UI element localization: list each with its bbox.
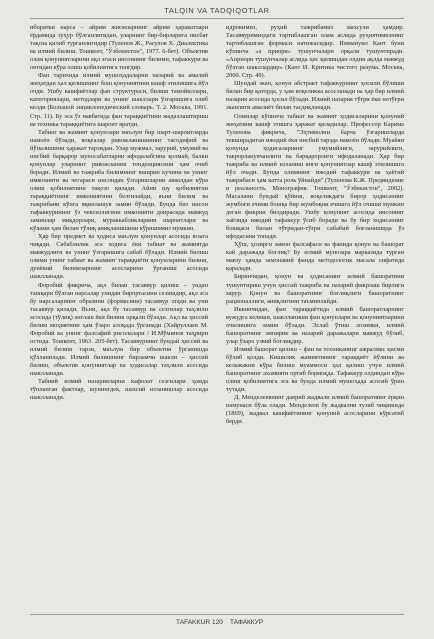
paragraph: иборатки нарса – айрим жисмларнинг айрим ҳаракатлари ёрдамида зуҳур бўлганлигидан, уларнинг бир-бирларига нисбат тақоза қилиб турганлигидир (Туленов Ж., Расулов Х. Диалектика ва илмий билиш. Тошкент, "Ўзбекистон", 1977. 6-бет). Объектив олам қонуниятларини ақл эгаси инсоннинг билими, тафаккури ва онгидан кўра олиш қобилиятига тенгдир. xyxy=(30,24,208,72)
paragraph: Табиий илмий назарияларни кафолат сезгилари ҳамда тўпланган фактлар, шунингдек, шахсий изланишлар асосида шаклланади. xyxy=(30,378,208,402)
paragraph: Илмий башорат қилиш – фан ва техниканинг ажралмас қисми бўлиб қолди. Кишилик жамиятининг тараққиёт йўлини ва келажакни кўра билиш муаммоси ҳал қилиш учун илмий башоратнинг ахамияти ортиб бормоқда. Тафаккур олдиндан кўра олиш қобилиятига эга ва бунда илмий мушоҳада асосий ўрин тутади. xyxy=(226,345,404,394)
paragraph: Фан тарихида илмий мушоҳадаларни назарий ва амалий жиҳатдан ҳал қилишнинг бош қонуниятини кашф этилишига йўл очди. Ушбу кашфиётлар фан структураси, билиш тамойиллари, категориялари, методлари ва унинг шакллари ўзгаришига олиб келди (Большой энциклопедический словарь. Т. 2. Москва, 1991. Стр. 11). Бу эса ўз навбатида фан тараққиётини жадаллаштириш ва техника тараққиётига шароит яратди. xyxy=(30,72,208,128)
page-number: 120 xyxy=(212,619,223,626)
footer-journal-name-cyrillic: ТАФАККУР xyxy=(230,619,264,626)
left-column xyxy=(30,24,208,402)
paragraph: Иккинчидан, фан тараққиётида илмий башоратларнинг вужудга келиши, шаклланиши фан қонунлари ва қонуниятларини очилишига замин бўлади. Эслаб ўтиш лозимки, илмий башоратнинг эмпирик ва назарий даражалари мавжуд бўлиб, улар ўзаро узвий боғлиқдир. xyxy=(226,305,404,345)
running-header: TALQIN VA TADQIQOTLAR xyxy=(164,6,270,15)
footer-divider xyxy=(30,614,404,615)
footer-journal-name-latin: ТАFAKKUR xyxy=(176,619,211,626)
paragraph: Табиат ва жамият қонунлари маълум бир шарт-шароитларда намоён бўлади, воқеалар ривожланишининг тасодифий ва йўналишини ҳаракат тарзидан. Улар мужмал, зарурий, умумий ва нисбий барқарор муносабатларни ифодалабгина қолмай, балки қонунлар уларнинг ривожланиш тенденциясини ҳам очиб беради. Илмий ва тажриба билимнинг яширин кучини ва унинг имконияти ва чегараси инсондан ўзгаришларни аввалдан кўра олиш қобилиятини тақозо қилади. Айни шу қобилиятни тараққиётнинг имкониятини белгилайди, яъни билим ва тажрибани кўпга яқинлашув замин бўлади. Бунда биз инсон тафаккурининг ўз чексизлигини имконияти доирасида мавжуд заминлар миқдорлари, мураккабликларини шарoитлари ва кўлами ҳам билан тўлиқ аниқланишини кўришимиз мумкин. xyxy=(30,128,208,233)
paragraph: идрокимиз, руҳий тажрибамиз махсули ҳамдир. Тасаввуримиздаги тартиблашган олам аслида руҳиятимизнинг тартиблашган формаси натижасидир. Иммануил Кант буни кўпинча «а приори» тушунчалари орқали тушунтиради. «Априори тушунчалар аслида ҳис қилишдан олдин ақлда мавжуд бўлган шакллардир» (Кант И. Критика чистого разума. Москва, 2000. Стр. 49). xyxy=(226,24,404,80)
paragraph: Ҳар бир предмет ва ҳодиса маълум қонунлар асосида юзага чиқади. Сабаблилик эса ходиса ёки табиат ва жамиятда мавжудлиги ва унинг ўзгаришига сабаб бўлади. Илмий билиш олими унинг табиат ва жамият тараққиёти қонунларини билиш, дунёвий билимларнинг асосларини ўрганиш асосида шаклланади. xyxy=(30,233,208,281)
right-column xyxy=(226,24,404,426)
paragraph: Форобий фикрича, ақл билан тасаввур қилиш – ундан ташқари бўлган нарсалар унидан бирортасини сезишдир, ақл эса бу нарсаларнинг образини (формасини) тасаввур этади ва уни тасаввур қилади. Яъни, ақл бу тасаввур ва сезгилар таҳлили асосида (тўлиқ) англаш ёки билиш орқали бўлади. Ақл ва ҳиссий билим моҳиятини ҳам ўзаро алоқада ўрганади (Хайруллаев М. Форобий ва унинг фалсафий рисолалари / И.Мўминов таҳрири остида. Тошкент, 1963. 205-бет). Тасаввурнинг бундай ҳиссий ва илмий билиш тарзи, маълум бир объектни ўрганишда қўлланилади. Илмий билишнинг бирламчи шакли – ҳиссий билиш, объектив қонуниятлар ва ҳодисалар таҳлили асосида шаклланади. xyxy=(30,281,208,378)
paragraph: Д. Менделеевнинг даврий жадвали илмий башоратнинг ёрқин намунаси бўла олади. Менделеев бу жадвални тузиб чиқишида (1869), жадвал кашфиётининг қонуний асосларини кўрсатиб берди. xyxy=(226,394,404,426)
paragraph: Ҳўш, ҳозирги замон фалсафаси ва фанида қонун ва башорат кай даражада боғлиқ? Бу илмий мунозара марказида турган мавзу ҳамда замонавий фанда методологик масала сифатида қаралади. xyxy=(226,241,404,273)
paragraph: Биринчидан, қонун ва ҳодисанинг илмий башоратини тушунтириш учун ҳиссий тажриба ва назарий фикрлаш бирлиги зарур. Қонун ва башоратнинг боғлиқлиги башоратнинг рационаллиги, аниқлигини таъминлайди. xyxy=(226,273,404,305)
paragraph: Олимлар кўпинча табиат ва жамият ҳодисаларини қонуний жиҳатини кашф этишга ҳаракат қиладилар. Профессор Карима Туленова фикрича, "Эҳтимолни барча ўзгаришларда текширадиган ижодий ёки нисбий тарзда намоён бўлади. Муайян қонунда ҳодисаларнинг умумийлиги, зарурийлиги, такрорланувчанлиги ва барқарорлиги ифодаланади. Ҳар бир тажриба ва илмий изланиш янги қонуниятлар кашф этилишига йўл очади. Бунда олимнинг ижодий тафаккури ва ҳаётий тажрибаси ҳам катта роль ўйнайди" (Туленова К.Ж. Предвидение и реальность. Монография. Тошкент, "Ўзбекистон", 2002). Масалани бундай қўйиш, воқеликдаги бирор ҳодисанинг жумбоғи ечими бошқа бир жумбоқни ечишга йўл очиши мумкин деган фикрни билдиради. Ушбу қонуният асосида инсоният хаёлида ижодий тафаккур ўсиб боради ва бу бир ходисанинг бошқаси билан тўғридан-тўғри сабабий боғланишида ўз ифодасини топади. xyxy=(226,112,404,241)
header-divider xyxy=(30,18,404,19)
paragraph: Шундай экан, қонун абстракт тафаккурнинг ҳосили бўлиши билан бир қаторда, у ҳам воқеликка асосланади ва ҳар бир илмий назария асосида ҳосил бўлади. Илмий назария тўғри ёки нотўғри эканлиги амалиёт билан тасдиқланади. xyxy=(226,80,404,112)
